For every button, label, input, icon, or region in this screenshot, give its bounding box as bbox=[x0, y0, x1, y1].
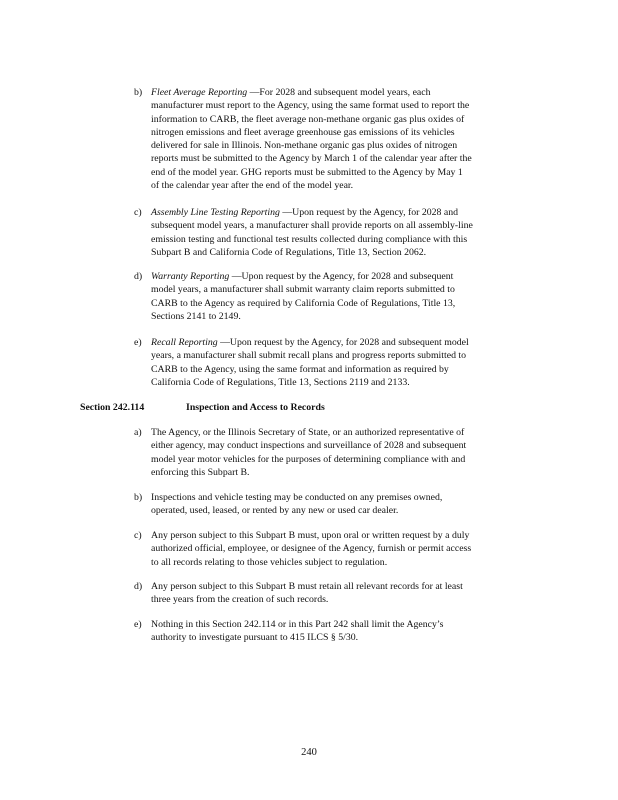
item-label: b) bbox=[134, 492, 143, 503]
item-label: c) bbox=[134, 530, 142, 541]
item-first-line: —For 2028 and subsequent model years, each bbox=[249, 87, 431, 98]
item-line: California Code of Regulations, Title 13, Sections 2119 and 2133. bbox=[151, 376, 410, 388]
item-line: information to CARB, the fleet average non-methane organic gas plus oxides of bbox=[151, 113, 465, 125]
item-label: c) bbox=[134, 207, 142, 218]
item-line: emission testing and functional test results collected during compliance with this bbox=[151, 233, 468, 245]
section-number: Section 242.114 bbox=[80, 402, 145, 413]
item-label: b) bbox=[134, 87, 143, 98]
item-label: e) bbox=[134, 619, 142, 630]
item-line: The Agency, or the Illinois Secretary of State, or an authorized representative of bbox=[151, 427, 465, 438]
item-line: of the calendar year after the end of the model year. bbox=[151, 180, 354, 192]
item-line: model years, a manufacturer shall submit warranty claim reports submitted to bbox=[151, 284, 455, 296]
item-body bbox=[151, 618, 546, 645]
item-label: e) bbox=[134, 337, 142, 348]
item-body bbox=[151, 270, 546, 323]
page-number: 240 bbox=[301, 747, 317, 758]
item-line: Nothing in this Section 242.114 or in this Part 242 shall limit the Agency’s bbox=[151, 619, 444, 630]
item-line: authorized official, employee, or designee of the Agency, furnish or permit access bbox=[151, 543, 472, 555]
item-line: to all records relating to those vehicles subject to regulation. bbox=[151, 556, 388, 568]
item-line: either agency, may conduct inspections and surveillance of 2028 and subsequent bbox=[151, 440, 467, 452]
item-body bbox=[151, 426, 546, 479]
item-first-line: —Upon request by the Agency, for 2028 and subsequent model bbox=[220, 337, 469, 348]
item-first-line: —Upon request by the Agency, for 2028 and subsequent bbox=[231, 271, 454, 282]
item-line: delivered for sale in Illinois. Non-methane organic gas plus oxides of nitrogen bbox=[151, 140, 458, 152]
item-body bbox=[151, 86, 546, 192]
item-line: nitrogen emissions and fleet average greenhouse gas emissions of its vehicles bbox=[151, 126, 455, 138]
item-body bbox=[151, 580, 546, 607]
item-line: CARB to the Agency as required by California Code of Regulations, Title 13, bbox=[151, 297, 456, 309]
item-label: d) bbox=[134, 271, 143, 282]
item-line: Any person subject to this Subpart B must, upon oral or written request by a duly bbox=[151, 530, 470, 541]
item-body bbox=[151, 491, 546, 518]
item-line: Sections 2141 to 2149. bbox=[151, 310, 241, 322]
item-line: Subpart B and California Code of Regulations, Title 13, Section 2062. bbox=[151, 246, 427, 258]
item-line: CARB to the Agency, using the same format and information as required by bbox=[151, 363, 449, 375]
item-line: end of the model year. GHG reports must be submitted to the Agency by May 1 bbox=[151, 166, 463, 178]
item-line: authority to investigate pursuant to 415 ILCS § 5/30. bbox=[151, 632, 359, 644]
item-line: operated, used, leased, or rented by any new or used car dealer. bbox=[151, 505, 399, 517]
item-line: three years from the creation of such records. bbox=[151, 594, 329, 606]
item-line: Any person subject to this Subpart B must retain all relevant records for at least bbox=[151, 581, 463, 592]
item-line: enforcing this Subpart B. bbox=[151, 466, 250, 478]
item-line: years, a manufacturer shall submit recall plans and progress reports submitted to bbox=[151, 350, 467, 362]
item-label: d) bbox=[134, 581, 143, 592]
item-line: Inspections and vehicle testing may be conducted on any premises owned, bbox=[151, 492, 443, 503]
item-body bbox=[151, 336, 546, 389]
item-title: Fleet Average Reporting bbox=[151, 87, 248, 98]
item-label: a) bbox=[134, 427, 142, 438]
item-line: subsequent model years, a manufacturer shall provide reports on all assembly-line bbox=[151, 220, 473, 232]
item-body bbox=[151, 529, 546, 569]
section-title: Inspection and Access to Records bbox=[186, 402, 325, 413]
item-first-line: —Upon request by the Agency, for 2028 and bbox=[282, 207, 459, 218]
item-line: manufacturer must report to the Agency, using the same format used to report the bbox=[151, 100, 470, 112]
item-title: Assembly Line Testing Reporting bbox=[151, 207, 280, 218]
item-title: Recall Reporting bbox=[151, 337, 218, 348]
item-body bbox=[151, 206, 546, 259]
item-line: model year motor vehicles for the purposes of determining compliance with and bbox=[151, 453, 466, 465]
item-title: Warranty Reporting bbox=[151, 271, 230, 282]
item-line: reports must be submitted to the Agency by March 1 of the calendar year after the bbox=[151, 153, 472, 165]
